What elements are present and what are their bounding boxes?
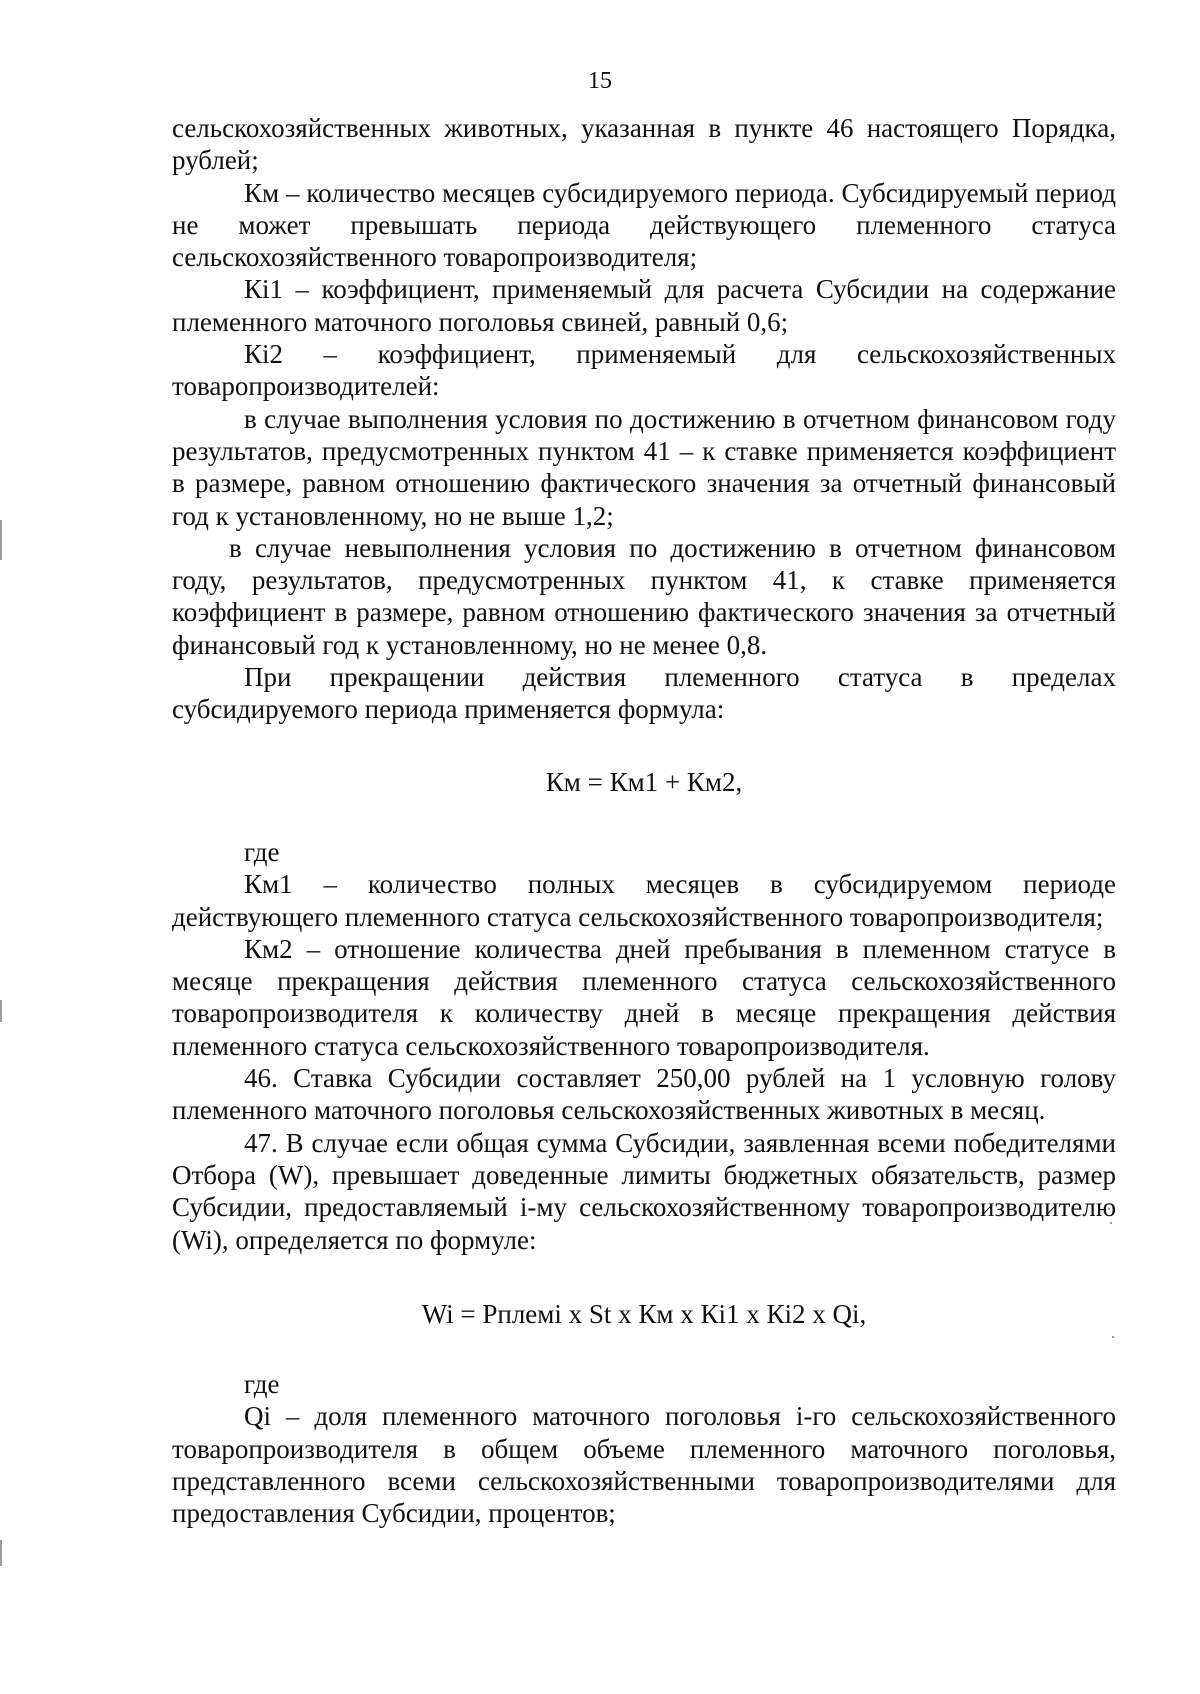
where-label: где: [244, 1369, 280, 1400]
paragraph: Км2 – отношение количества дней пребывания в племенном статусе в месяце прекращения действия племенного статуса сельскохозяйственного товаропроизводителя к количеству дней в месяце прекращения действия племенного статуса сельскохозяйственного товаропроизводителя.: [172, 933, 1116, 1061]
paragraph: Км1 – количество полных месяцев в субсидируемом периоде действующего племенного статуса сельскохозяйственного товаропроизводителя;: [172, 869, 1116, 932]
formula: Wi = Рплемі x St x Км x Кі1 x Кі2 x Qi,: [421, 1298, 867, 1329]
document-body: [172, 112, 1116, 1530]
paragraph: Кі1 – коэффициент, применяемый для расчета Субсидии на содержание племенного маточного поголовья свиней, равный 0,6;: [172, 274, 1116, 337]
paragraph: Qi – доля племенного маточного поголовья і-го сельскохозяйственного товаропроизводителя в общем объеме племенного маточного поголовья, представленного всеми сельскохозяйственными товаропроизводителями для предоставления Субсидии, процентов;: [172, 1401, 1116, 1529]
paragraph: сельскохозяйственных животных, указанная в пункте 46 настоящего Порядка, рублей;: [172, 113, 1116, 176]
paragraph: в случае выполнения условия по достижению в отчетном финансовом году результатов, предусмотренных пунктом 41 – к ставке применяется коэффициент в размере, равном отношению фактического значения за отчетный финансовый год к установленному, но не выше 1,2;: [172, 403, 1116, 531]
page-number: 15: [588, 68, 612, 94]
where-label: где: [244, 836, 280, 867]
scan-artifact: [0, 1540, 2, 1566]
scan-artifact: [0, 1000, 2, 1022]
paragraph: 46. Ставка Субсидии составляет 250,00 рублей на 1 условную голову племенного маточного поголовья сельскохозяйственных животных в месяц.: [172, 1063, 1116, 1126]
paragraph: в случае невыполнения условия по достижению в отчетном финансовом году, результатов, предусмотренных пунктом 41, к ставке применяется коэффициент в размере, равном отношению фактического значения за отчетный финансовый год к установленному, но не менее 0,8.: [172, 532, 1116, 660]
formula: Км = Км1 + Км2,: [545, 766, 743, 797]
paragraph: 47. В случае если общая сумма Субсидии, заявленная всеми победителями Отбора (W), превышает доведенные лимиты бюджетных обязательств, размер Субсидии, предоставляемый і-му сельскохозяйственному товаропроизводителю (Wi), определяется по формуле:: [172, 1127, 1116, 1255]
paragraph: При прекращении действия племенного статуса в пределах субсидируемого периода применяется формула:: [172, 662, 1116, 725]
scan-artifact: [0, 520, 2, 560]
paragraph: Км – количество месяцев субсидируемого периода. Субсидируемый период не может превышать периода действующего племенного статуса сельскохозяйственного товаропроизводителя;: [172, 177, 1116, 273]
paragraph: Кі2 – коэффициент, применяемый для сельскохозяйственных товаропроизводителей:: [172, 339, 1116, 402]
